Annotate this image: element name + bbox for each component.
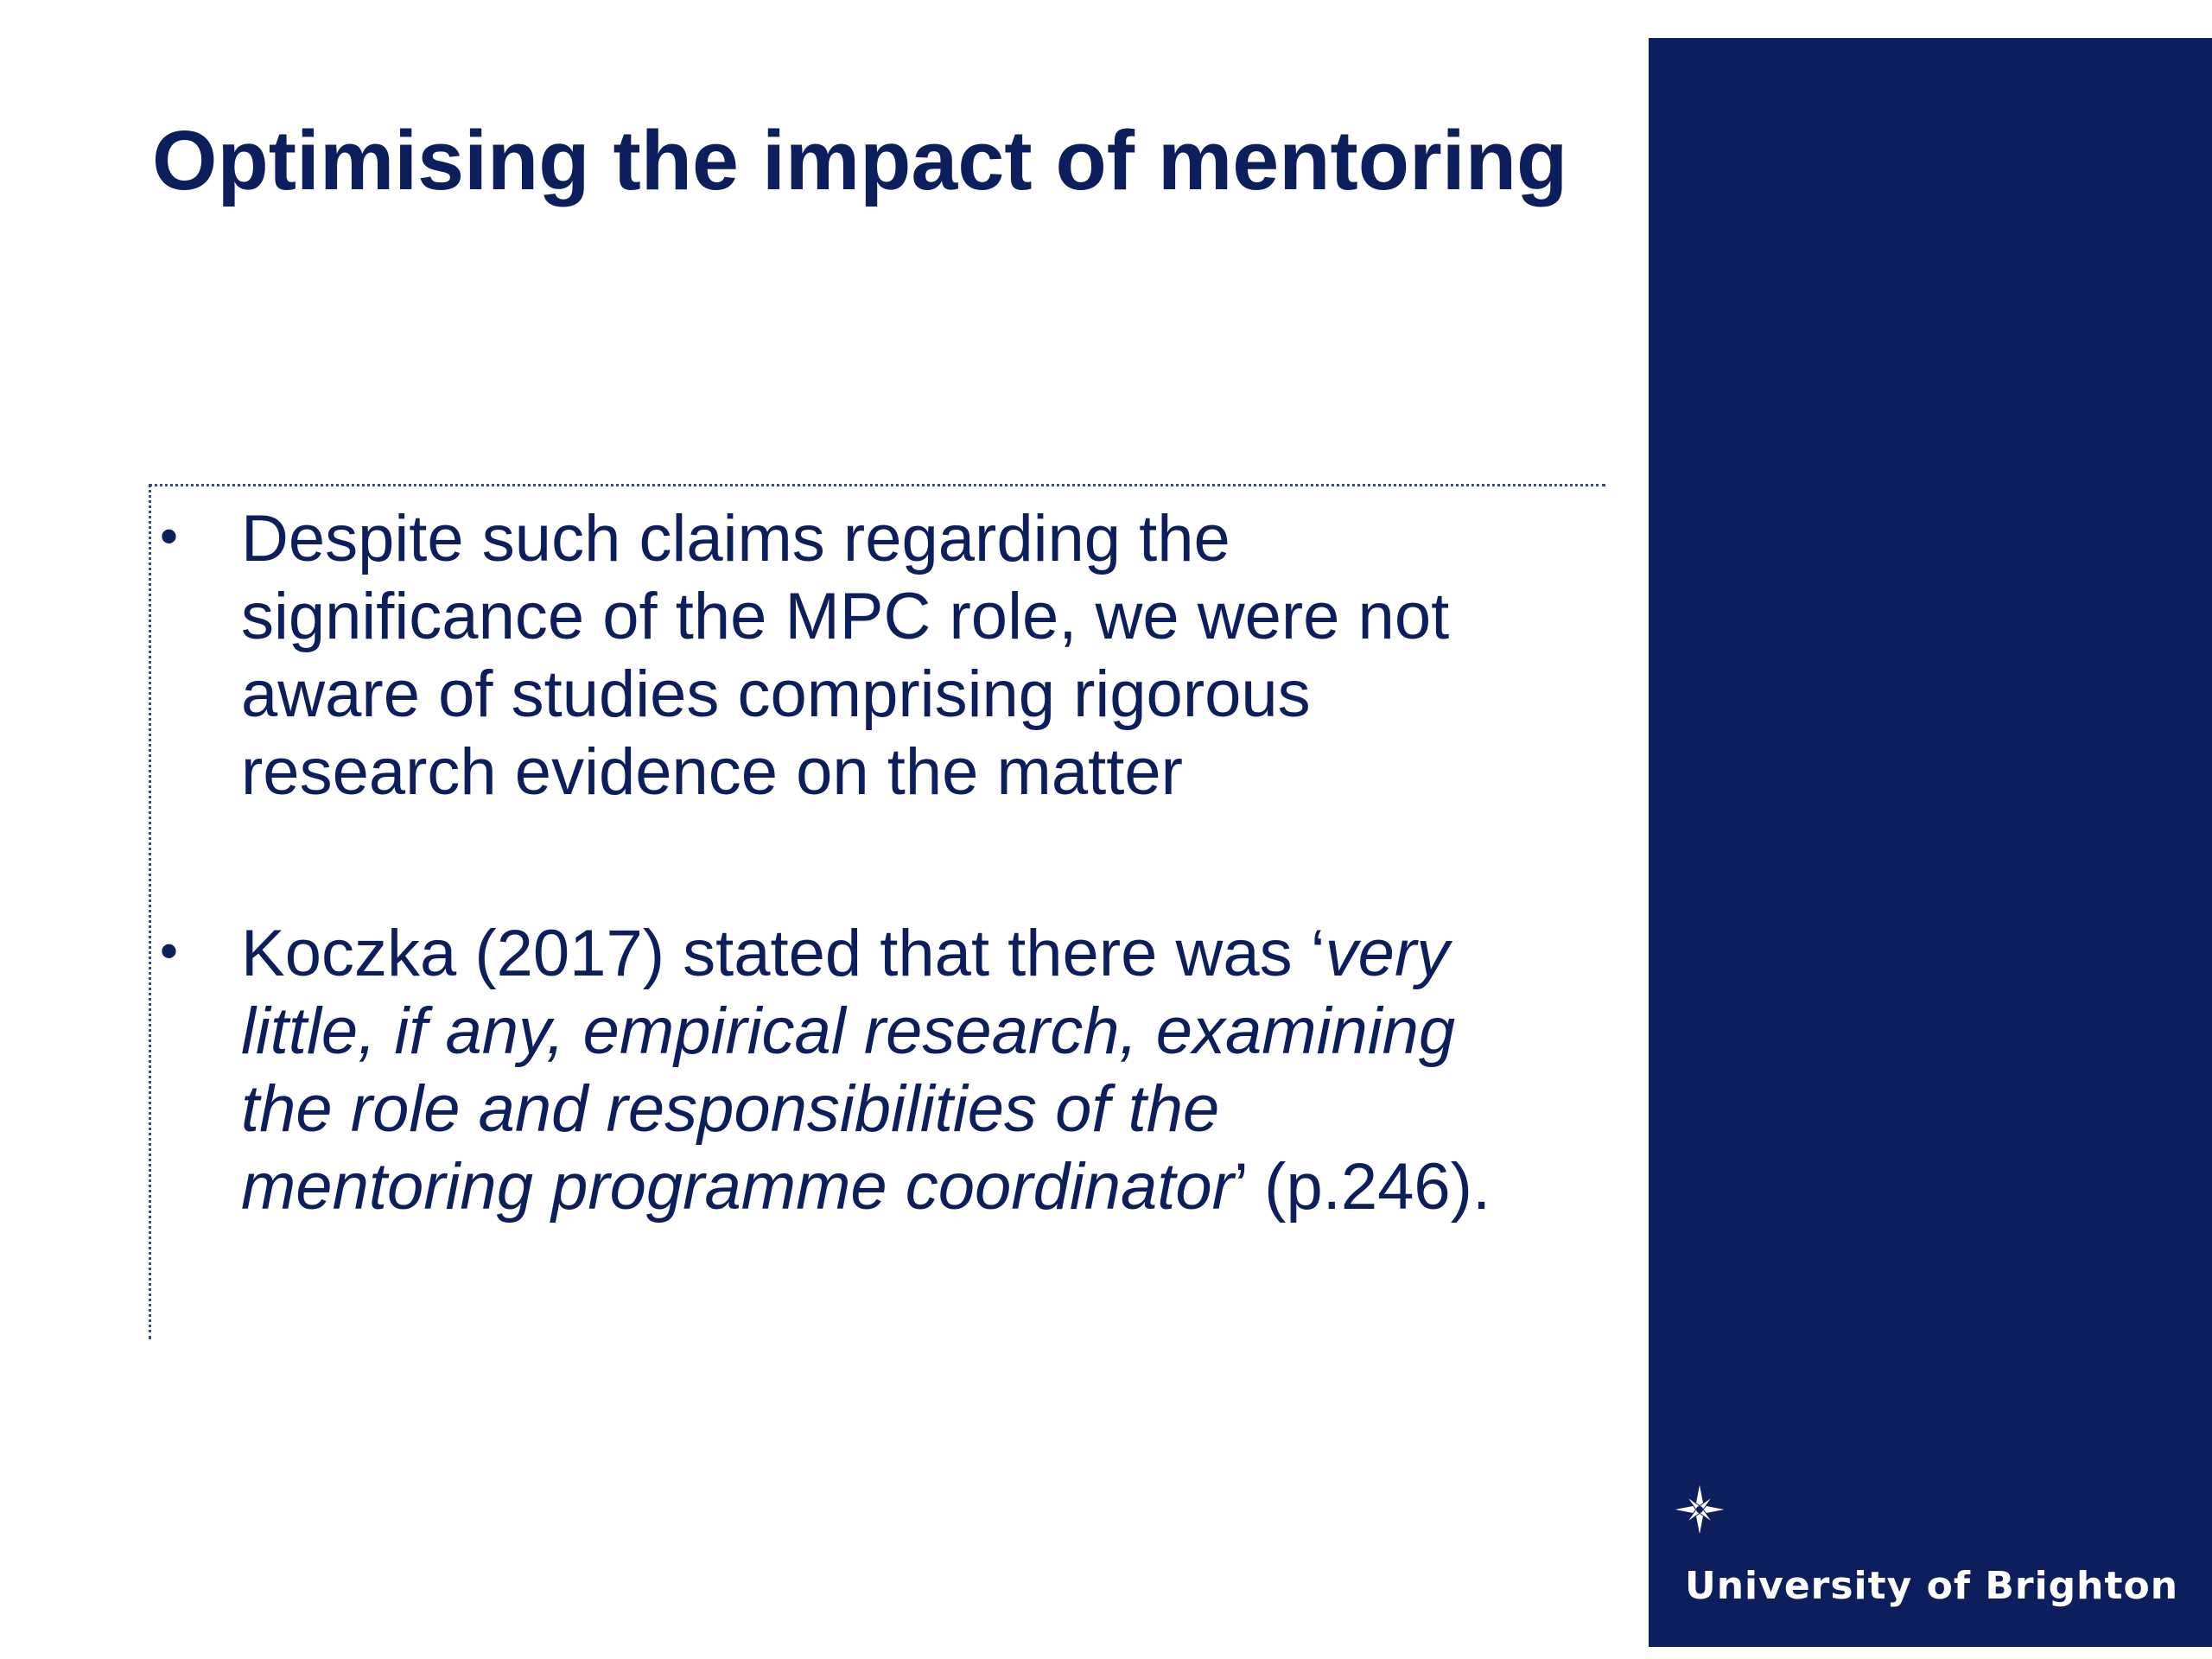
bullet-line: Despite such claims regarding the [241, 502, 1230, 575]
content-placeholder [149, 484, 1605, 1339]
bullet-marker: • [160, 922, 179, 980]
citation-page: ’ (p.246). [1233, 1150, 1491, 1224]
brand-panel [1649, 38, 2212, 1647]
quote-italic: very [1325, 917, 1450, 990]
star-icon [1671, 1481, 1728, 1538]
quote-italic: the role and responsibilities of the [241, 1072, 1220, 1146]
bullet-line [241, 993, 1624, 1071]
bullet-line [241, 915, 1624, 993]
quote-italic: mentoring programme coordinator [241, 1150, 1234, 1224]
quote-intro: Koczka (2017) stated that there was ‘ [241, 917, 1325, 990]
bullet-marker: • [160, 507, 179, 565]
bullet-line: research evidence on the matter [241, 735, 1183, 809]
bullet-text [241, 500, 1624, 811]
bullet-line [241, 1071, 1624, 1148]
bullet-line [241, 1148, 1624, 1226]
bullet-line: aware of studies comprising rigorous [241, 658, 1311, 731]
quote-italic: little, if any, empirical research, examining [241, 995, 1456, 1068]
university-logo-text: University of Brighton [1685, 1564, 2179, 1608]
bullet-line: significance of the MPC role, we were not [241, 580, 1450, 653]
slide-title: Optimising the impact of mentoring [152, 113, 1568, 207]
bullet-text [241, 915, 1624, 1226]
